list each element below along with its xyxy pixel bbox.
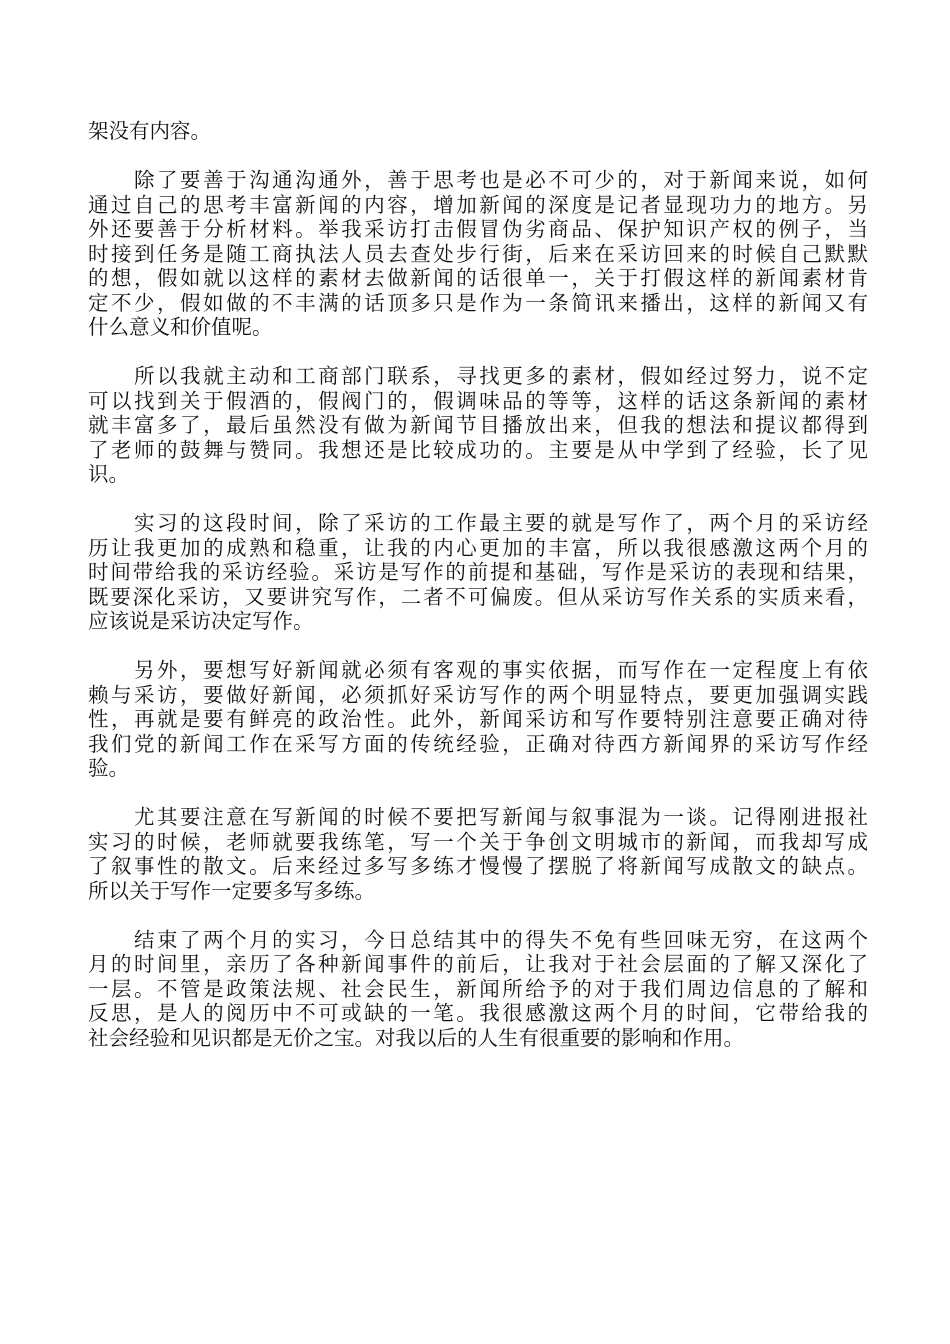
text-line: 尤其要注意在写新闻的时候不要把写新闻与叙事混为一谈。记得刚进报社: [88, 805, 868, 829]
text-line: 历让我更加的成熟和稳重，让我的内心更加的丰富，所以我很感激这两个月的: [88, 535, 868, 560]
text-line: 所以关于写作一定要多写多练。: [88, 878, 375, 903]
text-line: 性，再就是要有鲜亮的政治性。此外，新闻采访和写作要特别注意要正确对待: [88, 707, 868, 731]
text-line: 反思，是人的阅历中不可或缺的一笔。我很感激这两个月的时间，它带给我的: [88, 1001, 868, 1025]
text-line: 结束了两个月的实习，今日总结其中的得失不免有些回味无穷，在这两个: [88, 927, 868, 952]
text-line: 实习的时候，老师就要我练笔，写一个关于争创文明城市的新闻，而我却写成: [88, 829, 868, 854]
paragraph-5: [88, 658, 868, 781]
text-line: 了叙事性的散文。后来经过多写多练才慢慢了摆脱了将新闻写成散文的缺点。: [88, 854, 868, 878]
text-line: 一层。不管是政策法规、社会民生，新闻所给予的对于我们周边信息的了解和: [88, 976, 868, 1001]
text-line: 识。: [88, 462, 129, 486]
text-line: 验。: [88, 756, 129, 780]
text-line: 了老师的鼓舞与赞同。我想还是比较成功的。主要是从中学到了经验，长了见: [88, 437, 868, 462]
text-line: 什么意义和价值呢。: [88, 315, 273, 339]
paragraph-6: [88, 805, 868, 903]
paragraph-7: [88, 928, 868, 1051]
document-page: [88, 119, 868, 1075]
text-line: 实习的这段时间，除了采访的工作最主要的就是写作了，两个月的采访经: [88, 511, 868, 535]
text-line: 时间带给我的采访经验。采访是写作的前提和基础，写作是采访的表现和结果，: [88, 560, 868, 584]
text-line: 的想，假如就以这样的素材去做新闻的话很单一，关于打假这样的新闻素材肯: [88, 266, 868, 290]
text-line: 架没有内容。: [88, 119, 211, 143]
text-line: 我们党的新闻工作在采写方面的传统经验，正确对待西方新闻界的采访写作经: [88, 731, 868, 756]
text-line: 除了要善于沟通沟通外，善于思考也是必不可少的，对于新闻来说，如何: [88, 168, 868, 192]
text-line: 月的时间里，亲历了各种新闻事件的前后，让我对于社会层面的了解又深化了: [88, 952, 868, 976]
text-line: 定不少，假如做的不丰满的话顶多只是作为一条简讯来播出，这样的新闻又有: [88, 290, 868, 315]
text-line: 外还要善于分析材料。举我采访打击假冒伪劣商品、保护知识产权的例子，当: [88, 217, 868, 241]
text-line: 应该说是采访决定写作。: [88, 609, 314, 633]
text-line: 通过自己的思考丰富新闻的内容，增加新闻的深度是记者显现功力的地方。另: [88, 192, 868, 217]
paragraph-3: [88, 364, 868, 487]
paragraph-4: [88, 511, 868, 634]
text-line: 所以我就主动和工商部门联系，寻找更多的素材，假如经过努力，说不定: [88, 364, 868, 388]
text-line: 既要深化采访，又要讲究写作，二者不可偏废。但从采访写作关系的实质来看，: [88, 584, 868, 609]
text-line: 时接到任务是随工商执法人员去查处步行街，后来在采访回来的时候自己默默: [88, 241, 868, 266]
paragraph-1: [88, 119, 868, 144]
text-line: 赖与采访，要做好新闻，必须抓好采访写作的两个明显特点，要更加强调实践: [88, 682, 868, 707]
paragraph-2: [88, 168, 868, 340]
text-line: 社会经验和见识都是无价之宝。对我以后的人生有很重要的影响和作用。: [88, 1025, 744, 1050]
text-line: 另外，要想写好新闻就必须有客观的事实依据，而写作在一定程度上有依: [88, 658, 868, 682]
text-line: 可以找到关于假酒的，假阀门的，假调味品的等等，这样的话这条新闻的素材: [88, 388, 868, 413]
text-line: 就丰富多了，最后虽然没有做为新闻节目播放出来，但我的想法和提议都得到: [88, 413, 868, 437]
